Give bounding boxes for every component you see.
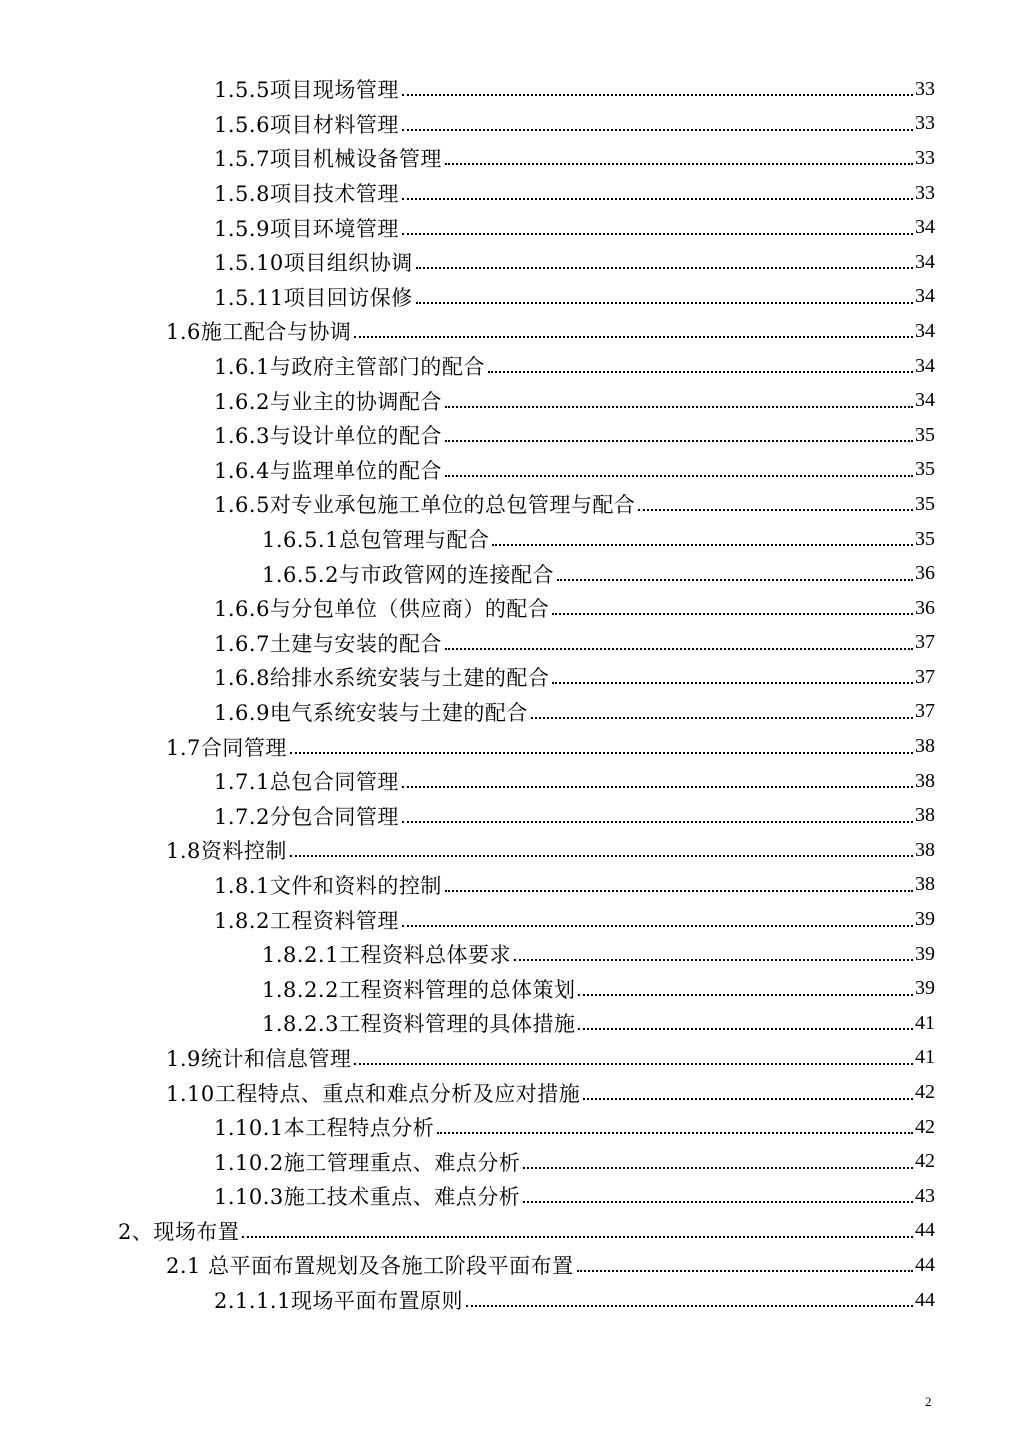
toc-entry[interactable] <box>0 176 1012 211</box>
toc-entry-label: 1.8资料控制 <box>166 839 287 864</box>
toc-entry-label: 1.5.9项目环境管理 <box>214 216 399 241</box>
toc-entry-page: 39 <box>915 977 935 1000</box>
toc-entry-label: 1.5.10项目组织协调 <box>214 251 413 276</box>
toc-entry[interactable] <box>0 1075 1012 1110</box>
dot-leader <box>638 509 913 511</box>
dot-leader <box>402 821 913 823</box>
toc-entry[interactable] <box>0 1006 1012 1041</box>
toc-entry[interactable] <box>0 798 1012 833</box>
toc-entry-label: 2.1.1.1现场平面布置原则 <box>214 1289 463 1314</box>
toc-entry-page: 33 <box>915 146 935 169</box>
dot-leader <box>437 1132 913 1134</box>
toc-entry-page: 44 <box>915 1288 935 1311</box>
toc-entry-label: 1.7.1总包合同管理 <box>214 770 399 795</box>
toc-entry-page: 33 <box>915 77 935 100</box>
toc-entry-label: 1.6.8给排水系统安装与土建的配合 <box>214 666 550 691</box>
toc-entry-page: 37 <box>915 631 935 654</box>
dot-leader <box>445 475 913 477</box>
toc-entry-page: 43 <box>915 1184 935 1207</box>
toc-entry-page: 38 <box>915 838 935 861</box>
dot-leader <box>577 1270 913 1272</box>
dot-leader <box>523 1201 913 1203</box>
dot-leader <box>492 544 913 546</box>
toc-entry-label: 1.5.5项目现场管理 <box>214 78 399 103</box>
toc-entry-page: 37 <box>915 700 935 723</box>
toc-entry[interactable] <box>0 1144 1012 1179</box>
dot-leader <box>290 752 913 754</box>
toc-entry-label: 1.6.5.2与市政管网的连接配合 <box>262 562 554 587</box>
toc-entry[interactable] <box>0 487 1012 522</box>
toc-entry[interactable] <box>0 1248 1012 1283</box>
toc-entry[interactable] <box>0 729 1012 764</box>
toc-entry-page: 44 <box>915 1253 935 1276</box>
toc-entry-label: 1.5.7项目机械设备管理 <box>214 147 442 172</box>
page-number: 2 <box>925 1394 932 1409</box>
toc-entry-page: 36 <box>915 562 935 585</box>
dot-leader <box>402 198 913 200</box>
toc-entry[interactable] <box>0 971 1012 1006</box>
toc-entry-label: 1.10.3施工技术重点、难点分析 <box>214 1185 521 1210</box>
toc-entry[interactable] <box>0 280 1012 315</box>
dot-leader <box>354 336 913 338</box>
toc-entry-page: 34 <box>915 285 935 308</box>
toc-entry-label: 1.7.2分包合同管理 <box>214 804 399 829</box>
toc-entry-page: 34 <box>915 354 935 377</box>
toc-entry[interactable] <box>0 418 1012 453</box>
dot-leader <box>578 1028 913 1030</box>
toc-entry-page: 38 <box>915 873 935 896</box>
toc-entry[interactable] <box>0 1110 1012 1145</box>
toc-entry[interactable] <box>0 902 1012 937</box>
dot-leader <box>445 163 913 165</box>
toc-entry-page: 38 <box>915 735 935 758</box>
toc-entry-label: 1.5.8项目技术管理 <box>214 182 399 207</box>
toc-entry-label: 1.10工程特点、重点和难点分析及应对措施 <box>166 1081 581 1106</box>
toc-entry-label: 1.8.2.1工程资料总体要求 <box>262 943 511 968</box>
toc-entry-label: 1.5.6项目材料管理 <box>214 112 399 137</box>
dot-leader <box>583 1098 913 1100</box>
toc-entry-page: 35 <box>915 458 935 481</box>
toc-entry[interactable] <box>0 868 1012 903</box>
toc-entry[interactable] <box>0 141 1012 176</box>
dot-leader <box>416 302 913 304</box>
toc-entry[interactable] <box>0 764 1012 799</box>
toc-entry[interactable] <box>0 937 1012 972</box>
dot-leader <box>445 890 913 892</box>
toc-entry[interactable] <box>0 314 1012 349</box>
dot-leader <box>402 925 913 927</box>
toc-entry[interactable] <box>0 1214 1012 1249</box>
toc-entry-label: 1.8.1文件和资料的控制 <box>214 873 442 898</box>
dot-leader <box>514 959 913 961</box>
toc-entry[interactable] <box>0 383 1012 418</box>
dot-leader <box>578 994 913 996</box>
toc-entry-label: 1.9统计和信息管理 <box>166 1046 352 1071</box>
toc-entry[interactable] <box>0 522 1012 557</box>
toc-entry[interactable] <box>0 245 1012 280</box>
table-of-contents <box>0 72 1012 1317</box>
dot-leader <box>523 1167 913 1169</box>
dot-leader <box>552 613 913 615</box>
dot-leader <box>402 786 913 788</box>
toc-entry[interactable] <box>0 660 1012 695</box>
toc-entry-page: 39 <box>915 908 935 931</box>
dot-leader <box>445 440 913 442</box>
dot-leader <box>552 682 913 684</box>
toc-entry-label: 1.6.6与分包单位（供应商）的配合 <box>214 597 550 622</box>
toc-entry-page: 38 <box>915 769 935 792</box>
toc-entry-label: 1.6施工配合与协调 <box>166 320 352 345</box>
toc-entry-label: 1.8.2.3工程资料管理的具体措施 <box>262 1012 576 1037</box>
toc-entry-label: 1.8.2工程资料管理 <box>214 908 399 933</box>
toc-entry-page: 37 <box>915 665 935 688</box>
dot-leader <box>402 129 913 131</box>
toc-entry-label: 1.6.9电气系统安装与土建的配合 <box>214 700 528 725</box>
dot-leader <box>242 1236 913 1238</box>
toc-entry-label: 1.8.2.2工程资料管理的总体策划 <box>262 977 576 1002</box>
toc-entry-page: 41 <box>915 1011 935 1034</box>
dot-leader <box>402 233 913 235</box>
toc-entry[interactable] <box>0 591 1012 626</box>
toc-entry-label: 2.1 总平面布置规划及各施工阶段平面布置 <box>166 1254 574 1279</box>
dot-leader <box>416 267 913 269</box>
toc-entry[interactable] <box>0 695 1012 730</box>
dot-leader <box>445 648 913 650</box>
dot-leader <box>488 371 913 373</box>
toc-entry-page: 38 <box>915 804 935 827</box>
toc-entry[interactable] <box>0 556 1012 591</box>
dot-leader <box>290 855 913 857</box>
dot-leader <box>445 406 913 408</box>
toc-entry-page: 42 <box>915 1081 935 1104</box>
dot-leader <box>402 94 913 96</box>
toc-entry[interactable] <box>0 1179 1012 1214</box>
dot-leader <box>531 717 913 719</box>
toc-entry-page: 41 <box>915 1046 935 1069</box>
toc-entry-page: 34 <box>915 216 935 239</box>
toc-entry-page: 35 <box>915 423 935 446</box>
toc-entry-page: 42 <box>915 1150 935 1173</box>
toc-entry-label: 1.10.2施工管理重点、难点分析 <box>214 1150 521 1175</box>
toc-entry[interactable] <box>0 210 1012 245</box>
toc-entry-page: 35 <box>915 492 935 515</box>
toc-entry-label: 1.5.11项目回访保修 <box>214 285 413 310</box>
toc-entry-label: 1.6.2与业主的协调配合 <box>214 389 442 414</box>
toc-entry-label: 2、现场布置 <box>118 1219 240 1244</box>
dot-leader <box>557 579 913 581</box>
toc-entry-page: 33 <box>915 112 935 135</box>
toc-entry-label: 1.10.1本工程特点分析 <box>214 1116 435 1141</box>
toc-entry-page: 33 <box>915 181 935 204</box>
toc-entry-page: 34 <box>915 389 935 412</box>
toc-entry-page: 34 <box>915 319 935 342</box>
toc-entry[interactable] <box>0 72 1012 107</box>
toc-entry[interactable] <box>0 626 1012 661</box>
toc-entry[interactable] <box>0 107 1012 142</box>
dot-leader <box>466 1305 913 1307</box>
toc-entry-label: 1.6.5.1总包管理与配合 <box>262 528 490 553</box>
toc-entry[interactable] <box>0 833 1012 868</box>
toc-entry-label: 1.6.5对专业承包施工单位的总包管理与配合 <box>214 493 636 518</box>
toc-entry-label: 1.6.7土建与安装的配合 <box>214 631 442 656</box>
toc-entry[interactable] <box>0 349 1012 384</box>
toc-entry-label: 1.7合同管理 <box>166 735 287 760</box>
toc-entry[interactable] <box>0 1283 1012 1318</box>
toc-entry-page: 36 <box>915 596 935 619</box>
toc-entry-page: 39 <box>915 942 935 965</box>
toc-entry-label: 1.6.4与监理单位的配合 <box>214 458 442 483</box>
toc-entry[interactable] <box>0 1041 1012 1076</box>
toc-entry-page: 44 <box>915 1219 935 1242</box>
toc-entry-label: 1.6.3与设计单位的配合 <box>214 424 442 449</box>
dot-leader <box>354 1063 913 1065</box>
toc-entry-page: 34 <box>915 250 935 273</box>
toc-entry-page: 42 <box>915 1115 935 1138</box>
toc-entry-page: 35 <box>915 527 935 550</box>
toc-entry[interactable] <box>0 453 1012 488</box>
toc-entry-label: 1.6.1与政府主管部门的配合 <box>214 355 485 380</box>
